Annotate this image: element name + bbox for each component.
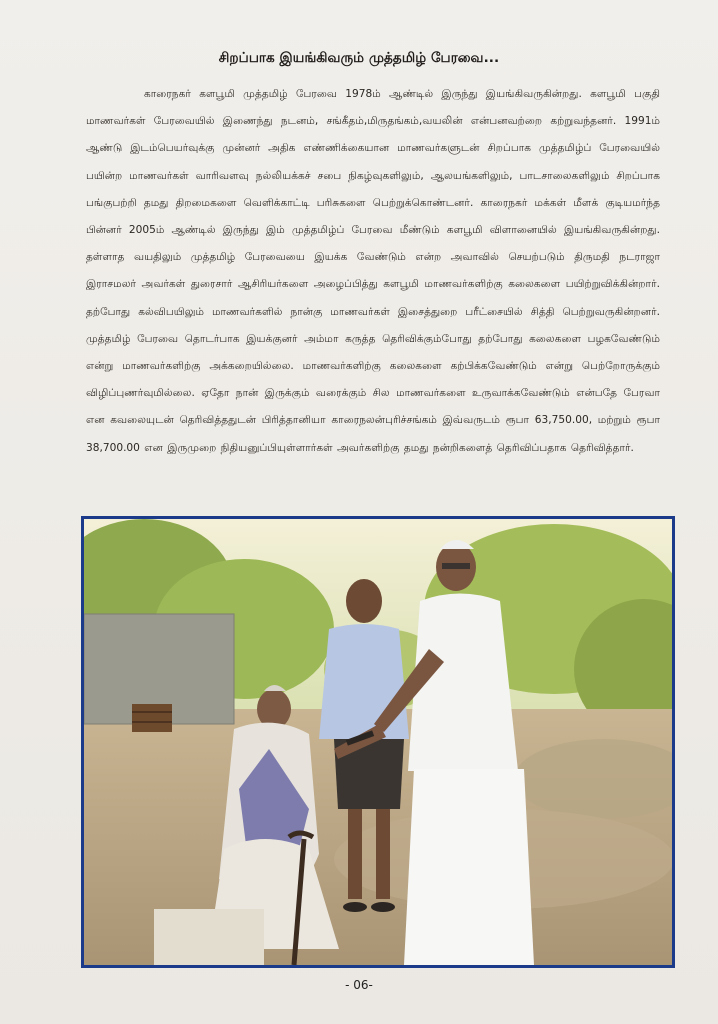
photo-illustration	[84, 519, 672, 965]
page-title: சிறப்பாக இயங்கிவரும் முத்தமிழ் பேரவை...	[218, 50, 500, 66]
article-paragraph: காரைநகர் களபூமி முத்தமிழ் பேரவை 1978ம் ஆண்டில் இருந்து இயங்கிவருகின்றது. களபூமி பகுதி மாணவர்கள் பேரவையில் இணைந்து நடனம், சங்கீதம்,மிருதங்கம்,வயலின் என்பனவற்றை கற்றுவந்தனர். 1991ம் ஆண்டு இடம்பெயர்வுக்கு முன்னர் அதிக எண்ணிக்கையான மாணவர்களுடன் சிறப்பாக முத்தமிழ்ப் பேரவையில் பயின்ற மாணவர்கள் வாரிவளவு நல்லியக்கச் சபை நிகழ்வுகளிலும், ஆலயங்களிலும், பாடசாலைகளிலும் சிறப்பாக பங்குபற்றி தமது திறமைகளை வெளிக்காட்டி பரிசுகளை பெற்றுக்கொண்டனர். காரைநகர் மக்கள் மீளக் குடியமர்ந்த பின்னர் 2005ம் ஆண்டில் இருந்து இம் முத்தமிழ்ப் பேரவை மீண்டும் களபூமி விளானையில் இயங்கிவருகின்றது. தள்ளாத வயதிலும் முத்தமிழ் பேரவையை இயக்க வேண்டும் என்ற அவாவில் செயற்படும் திருமதி நடராஜா இராசமலர் அவர்கள் துரைசார் ஆசிரியர்களை அழைப்பித்து களபூமி மாணவர்களிற்கு கலைகளை பயிற்றுவிக்கின்றார். தற்போது கல்விபயிலும் மாணவர்களில் நான்கு மாணவர்கள் இசைத்துறை பரீட்சையில் சித்தி பெற்றுவருகின்றனர். முத்தமிழ் பேரவை தொடர்பாக இயக்குனர் அம்மா கருத்த தெரிவிக்கும்போது தற்போது கலைகளை பழகவேண்டும் என்று மாணவர்களிற்கு அக்கறையில்லை. மாணவர்களிற்கு கலைகளை கற்பிக்கவேண்டும் என்று பெற்றோருக்கும் விழிப்புணர்வுமில்லை. ஏதோ நான் இருக்கும் வரைக்கும் சில மாணவர்களை உருவாக்கவேண்டும் என்பதே பேரவா என கவலையுடன் தெரிவித்ததுடன் பிரித்தானியா காரைநலன்புரிச்சங்கம் இவ்வருடம் ரூபா 63,750.00, மற்றும் ரூபா 38,700.00 என இருமுறை நிதியனுப்பியுள்ளார்கள் அவர்களிற்கு தமது நன்றிகளைத் தெரிவிப்பதாக தெரிவித்தார்.	[86, 88, 660, 454]
event-photo	[81, 516, 675, 968]
page-number: - 06-	[345, 978, 373, 992]
